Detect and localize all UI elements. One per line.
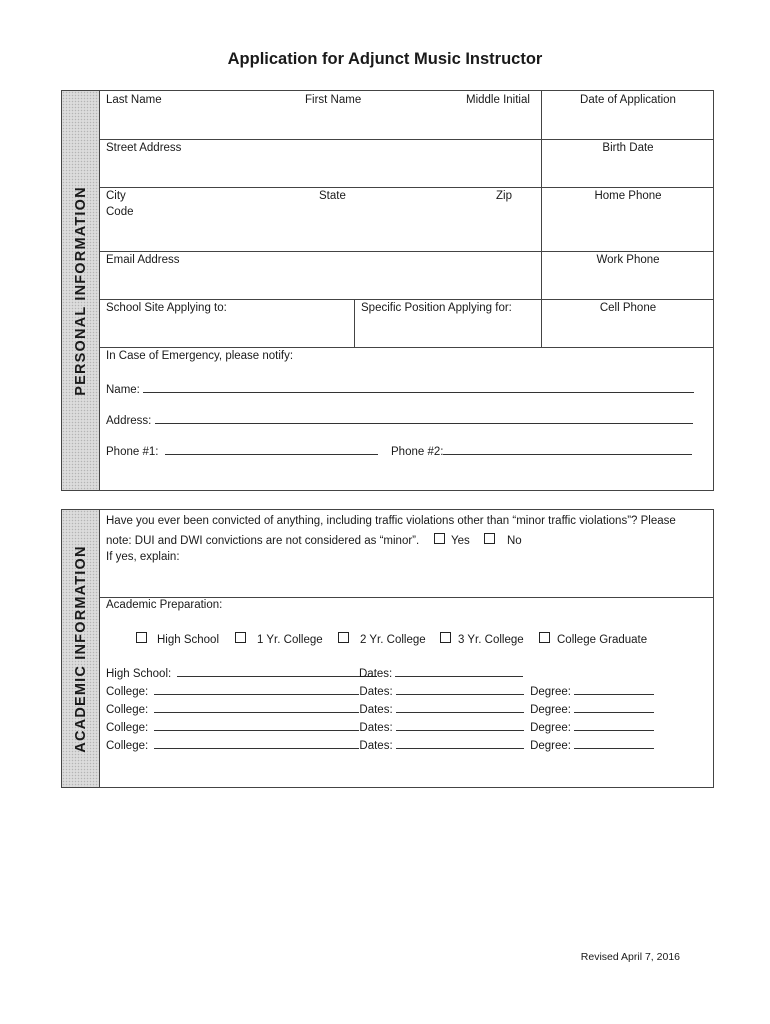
- cell-phone-label: Cell Phone: [599, 302, 657, 314]
- college-degree-field[interactable]: [574, 684, 654, 695]
- date-of-application-label: Date of Application: [580, 94, 676, 106]
- revision-date: Revised April 7, 2016: [580, 951, 680, 963]
- personal-information-section: [61, 90, 714, 491]
- college-degree-field[interactable]: [574, 720, 654, 731]
- code-label: Code: [106, 206, 134, 218]
- no-checkbox[interactable]: [484, 533, 495, 544]
- college-degree-field[interactable]: [574, 702, 654, 713]
- academic-information-section: [61, 509, 714, 788]
- city-label: City: [106, 190, 126, 202]
- college-field[interactable]: [154, 720, 359, 731]
- 3yr-college-checkbox[interactable]: [440, 632, 451, 643]
- emergency-address-row: [106, 413, 693, 427]
- college-row: [106, 684, 654, 698]
- yes-checkbox[interactable]: [434, 533, 445, 544]
- dates-label: Dates:: [359, 740, 393, 752]
- academic-preparation-label: Academic Preparation:: [106, 599, 223, 611]
- no-label: No: [507, 535, 522, 547]
- 2yr-college-option: 2 Yr. College: [360, 634, 426, 646]
- convicted-question-line2: note: DUI and DWI convictions are not considered as “minor”.: [106, 535, 420, 547]
- zip-label: Zip: [496, 190, 512, 202]
- college-graduate-checkbox[interactable]: [539, 632, 550, 643]
- college-field[interactable]: [154, 702, 359, 713]
- 3yr-college-option: 3 Yr. College: [458, 634, 524, 646]
- middle-initial-label: Middle Initial: [466, 94, 530, 106]
- college-row: [106, 738, 654, 752]
- 1yr-college-checkbox[interactable]: [235, 632, 246, 643]
- emergency-name-field[interactable]: [143, 382, 694, 393]
- high-school-dates-row: [359, 666, 523, 680]
- 1yr-college-option: 1 Yr. College: [257, 634, 323, 646]
- emergency-phone2-row: [391, 444, 692, 458]
- academic-side-label: ACADEMIC INFORMATION: [72, 544, 89, 753]
- college-dates-field[interactable]: [396, 684, 524, 695]
- phone2-field[interactable]: [443, 444, 692, 455]
- emergency-address-label: Address:: [106, 415, 152, 427]
- last-name-label: Last Name: [106, 94, 162, 106]
- college-row: [106, 702, 654, 716]
- degree-label: Degree:: [530, 704, 571, 716]
- emergency-name-row: [106, 382, 694, 396]
- college-dates-field[interactable]: [396, 702, 524, 713]
- phone2-label: Phone #2:: [391, 446, 444, 458]
- college-field[interactable]: [154, 738, 359, 749]
- high-school-dates-field[interactable]: [395, 666, 523, 677]
- college-degree-field[interactable]: [574, 738, 654, 749]
- personal-side-panel: [62, 91, 100, 490]
- personal-side-label: PERSONAL INFORMATION: [72, 185, 89, 396]
- dates-label: Dates:: [359, 686, 393, 698]
- emergency-name-label: Name:: [106, 384, 140, 396]
- dates-label: Dates:: [359, 668, 393, 680]
- dates-label: Dates:: [359, 704, 393, 716]
- form-title: Application for Adjunct Music Instructor: [227, 50, 543, 68]
- yes-label: Yes: [451, 535, 470, 547]
- home-phone-label: Home Phone: [594, 190, 662, 202]
- college-row: [106, 720, 654, 734]
- birth-date-label: Birth Date: [602, 142, 654, 154]
- 2yr-college-checkbox[interactable]: [338, 632, 349, 643]
- phone1-field[interactable]: [165, 444, 378, 455]
- emergency-phone1-row: [106, 444, 378, 458]
- high-school-checkbox[interactable]: [136, 632, 147, 643]
- college-label: College:: [106, 722, 149, 734]
- degree-label: Degree:: [530, 686, 571, 698]
- academic-side-panel: [62, 510, 100, 787]
- degree-label: Degree:: [530, 722, 571, 734]
- street-address-label: Street Address: [106, 142, 182, 154]
- state-label: State: [319, 190, 346, 202]
- convicted-question-line1: Have you ever been convicted of anything, including traffic violations other than “minor traffic violations”? Please: [106, 515, 676, 527]
- if-yes-explain-label: If yes, explain:: [106, 551, 180, 563]
- college-label: College:: [106, 686, 149, 698]
- high-school-label: High School:: [106, 668, 172, 680]
- first-name-label: First Name: [305, 94, 362, 106]
- college-dates-field[interactable]: [396, 738, 524, 749]
- high-school-row: [106, 666, 377, 680]
- email-address-label: Email Address: [106, 254, 180, 266]
- high-school-option: High School: [157, 634, 220, 646]
- phone1-label: Phone #1:: [106, 446, 159, 458]
- college-dates-field[interactable]: [396, 720, 524, 731]
- specific-position-label: Specific Position Applying for:: [361, 302, 512, 314]
- college-graduate-option: College Graduate: [557, 634, 648, 646]
- emergency-address-field[interactable]: [155, 413, 693, 424]
- college-label: College:: [106, 740, 149, 752]
- college-field[interactable]: [154, 684, 359, 695]
- dates-label: Dates:: [359, 722, 393, 734]
- school-site-label: School Site Applying to:: [106, 302, 227, 314]
- emergency-label: In Case of Emergency, please notify:: [106, 350, 294, 362]
- work-phone-label: Work Phone: [596, 254, 660, 266]
- high-school-field[interactable]: [177, 666, 377, 677]
- college-label: College:: [106, 704, 149, 716]
- degree-label: Degree:: [530, 740, 571, 752]
